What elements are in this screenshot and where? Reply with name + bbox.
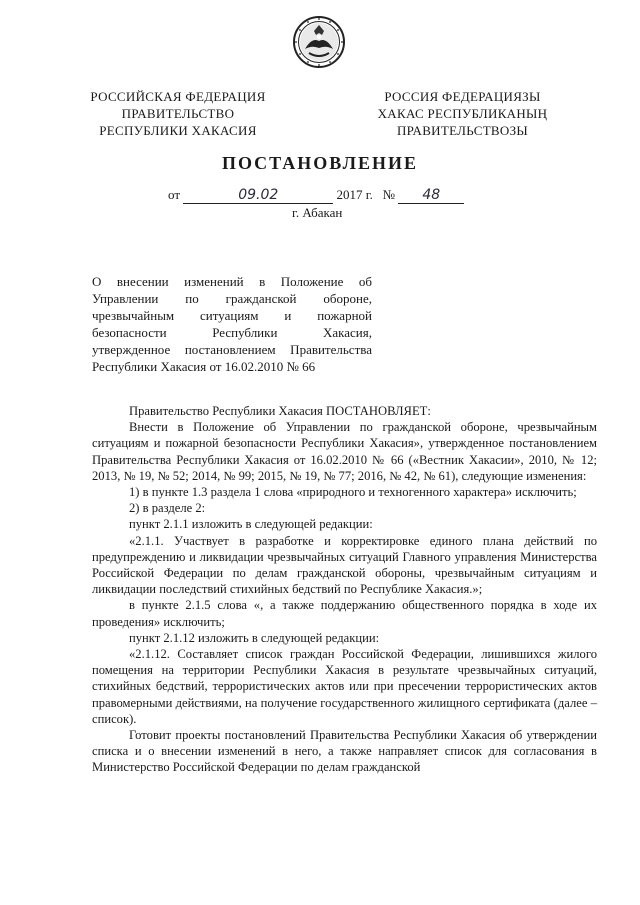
paragraph: в пункте 2.1.5 слова «, а также поддержанию общественного порядка в ходе их проведения» исключить;: [92, 598, 597, 629]
paragraph: Внести в Положение об Управлении по гражданской обороне, чрезвычайным ситуациям и пожарной безопасности Республики Хакасия», утвержденное постановлением Правительства Республики Хакасия от 16.02.2010 № 66 («Вестник Хакасии», 2010, № 12; 2013, № 19, № 52; 2014, № 99; 2015, № 19, № 77; 2016, № 42, № 61), следующие изменения:: [92, 420, 597, 483]
subject-line: О внесении изменений в Положение об: [92, 274, 372, 289]
handwritten-date: 09.02: [183, 187, 333, 204]
subject-line: Управлении по гражданской обороне,: [92, 291, 372, 306]
date-number-line: [168, 187, 464, 204]
handwritten-number: 48: [398, 187, 464, 204]
header-khakas: [355, 88, 570, 139]
subject-line: утвержденное постановлением Правительства: [92, 342, 372, 357]
header-left-line: ПРАВИТЕЛЬСТВО: [121, 106, 235, 121]
paragraph: пункт 2.1.1 изложить в следующей редакции:: [129, 517, 373, 532]
subject-line: Республики Хакасия от 16.02.2010 № 66: [92, 359, 316, 374]
city: г. Абакан: [292, 205, 343, 220]
header-left-line: РЕСПУБЛИКИ ХАКАСИЯ: [99, 123, 257, 138]
paragraph: «2.1.1. Участвует в разработке и корректировке единого плана действий по предупреждению и ликвидации чрезвычайных ситуаций Главного управления Министерства Российской Федерации по делам гражданской обороны, чрезвычайным ситуациям и ликвидации последствий стихийных бедствий по Республике Хакасия.»;: [92, 533, 597, 597]
paragraph: 1) в пункте 1.3 раздела 1 слова «природного и техногенного характера» исключить;: [129, 485, 577, 500]
number-label: №: [382, 187, 396, 202]
header-right-line: ХАКАС РЕСПУБЛИКАНЫҢ: [377, 106, 548, 121]
subject-line: чрезвычайным ситуациям и пожарной: [92, 308, 372, 323]
coat-of-arms-emblem: [292, 15, 346, 69]
header-right-line: РОССИЯ ФЕДЕРАЦИЯЗЫ: [384, 89, 541, 104]
subject-line: безопасности Республики Хакасия,: [92, 325, 372, 340]
from-label: от: [168, 187, 181, 202]
header-right-line: ПРАВИТЕЛЬСТВОЗЫ: [396, 123, 529, 138]
paragraph: Готовит проекты постановлений Правительства Республики Хакасия об утверждении списка и о внесении изменений в него, а также направляет список для согласования в Министерство Российской Федерации по делам гражданской: [92, 728, 597, 775]
paragraph: Правительство Республики Хакасия ПОСТАНОВЛЯЕТ:: [129, 404, 431, 418]
paragraph: 2) в разделе 2:: [129, 501, 206, 516]
year-label: 2017 г.: [336, 187, 373, 202]
document-body: [92, 403, 597, 776]
header-left-line: РОССИЙСКАЯ ФЕДЕРАЦИЯ: [90, 89, 266, 104]
subject-block: [92, 273, 372, 375]
document-title: ПОСТАНОВЛЕНИЕ: [221, 153, 419, 173]
paragraph: пункт 2.1.12 изложить в следующей редакции:: [129, 630, 380, 645]
paragraph: «2.1.12. Составляет список граждан Российской Федерации, лишившихся жилого помещения на территории Республики Хакасия в результате чрезвычайных ситуаций, стихийных бедствий, террористических актов или при пресечении террористических актов правомерными действиями, на получение государственного жилищного сертификата (далее – список).: [92, 647, 597, 726]
header-russian: [78, 88, 278, 139]
